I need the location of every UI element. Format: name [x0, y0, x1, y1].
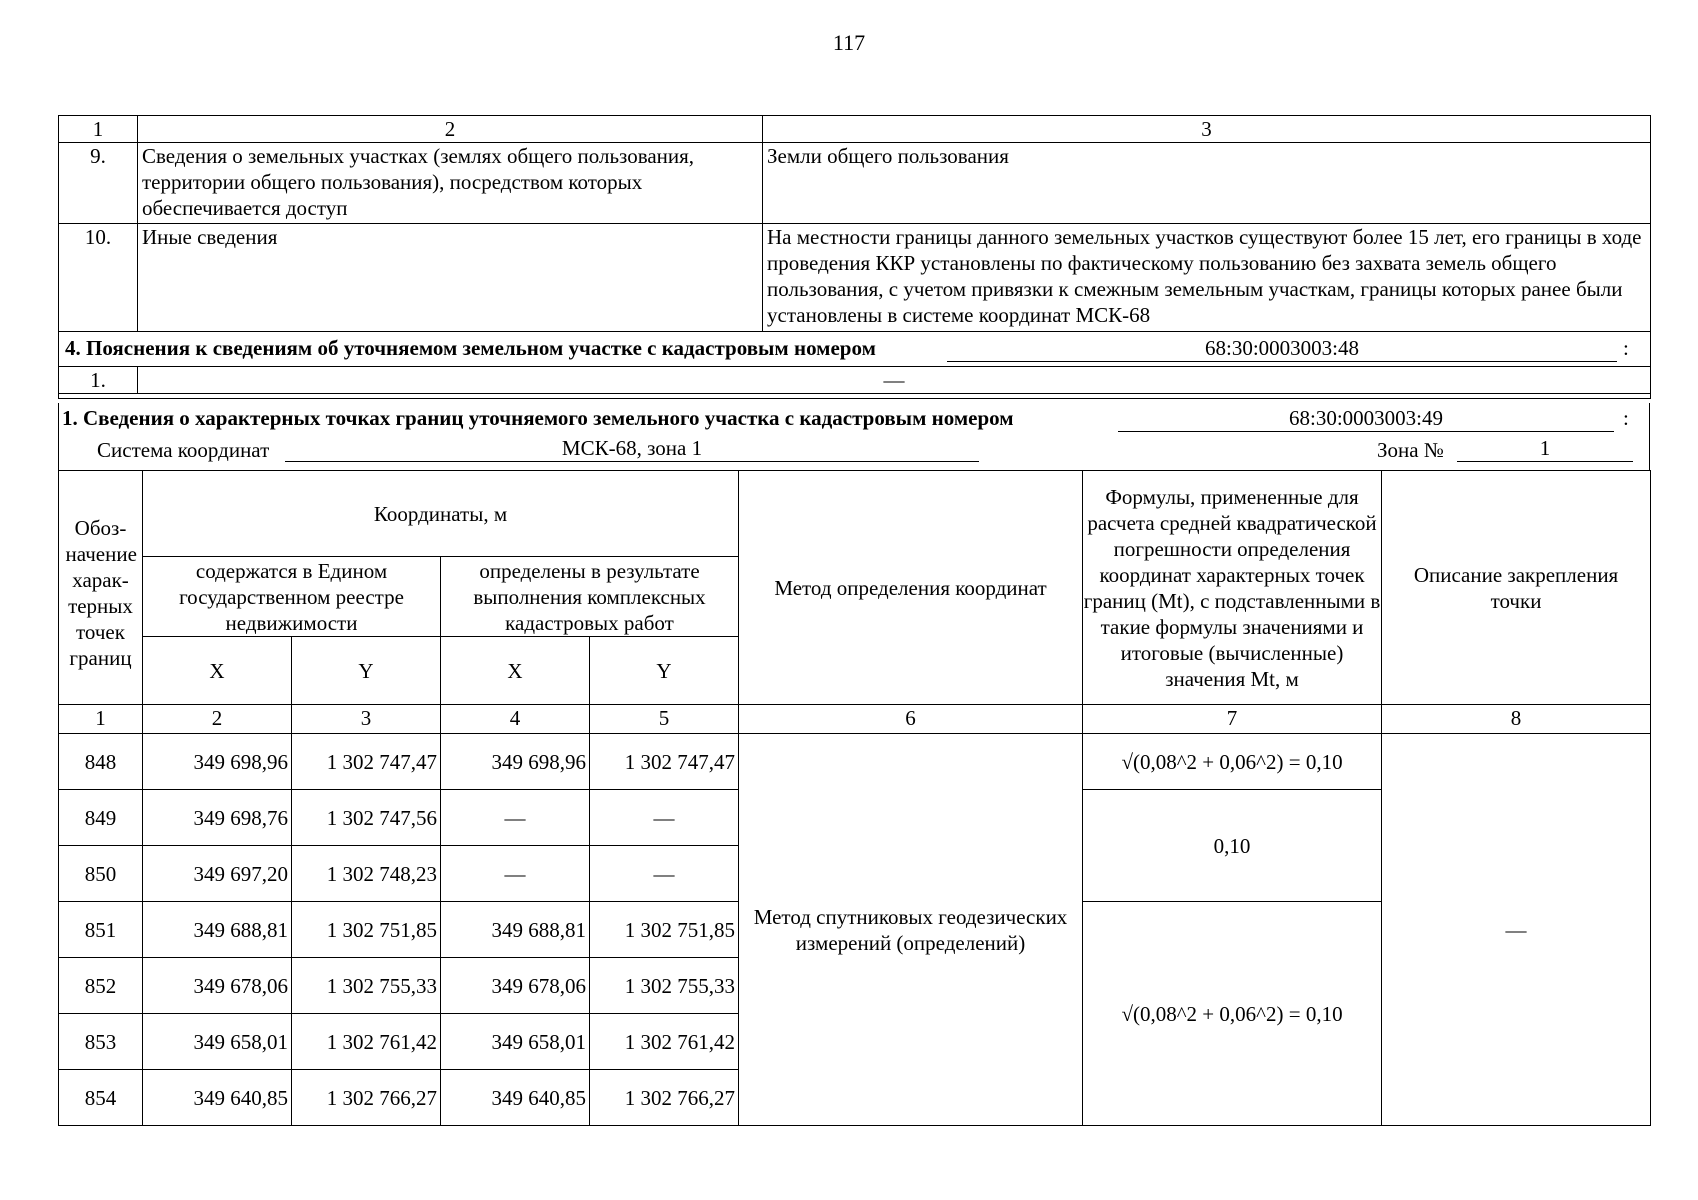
zone-value: 1	[1457, 435, 1633, 462]
section4-cell	[59, 332, 1651, 367]
y-kkr: 1 302 751,85	[590, 902, 739, 958]
row-number: 1.	[59, 367, 138, 394]
y-kkr: 1 302 761,42	[590, 1014, 739, 1070]
y-kkr: 1 302 747,47	[590, 734, 739, 790]
x-egrn: 349 688,81	[143, 902, 292, 958]
coordinates-header: Координаты, м	[143, 471, 739, 557]
coord-system-value: МСК-68, зона 1	[285, 435, 979, 462]
x-egrn: 349 678,06	[143, 958, 292, 1014]
y-kkr: 1 302 766,27	[590, 1070, 739, 1126]
y-egrn: 1 302 751,85	[292, 902, 441, 958]
x-egrn: 349 698,76	[143, 790, 292, 846]
y-egrn: 1 302 747,56	[292, 790, 441, 846]
column-number: 3	[763, 116, 1651, 143]
x-kkr: —	[441, 846, 590, 902]
boundary-points-table	[58, 470, 1651, 1126]
description-header-text: Описание закрепления точки	[1413, 562, 1619, 613]
column-number: 4	[441, 705, 590, 734]
row-number: 9.	[59, 143, 138, 224]
y-egrn: 1 302 747,47	[292, 734, 441, 790]
y-kkr: —	[590, 790, 739, 846]
x-egrn: 349 698,96	[143, 734, 292, 790]
column-number: 2	[143, 705, 292, 734]
kkr-header: определены в результате выполнения комплексных кадастровых работ	[441, 557, 739, 637]
x-kkr: 349 688,81	[441, 902, 590, 958]
x-egrn: 349 640,85	[143, 1070, 292, 1126]
column-number: 1	[59, 116, 138, 143]
section1-colon: :	[1623, 406, 1629, 430]
y-egrn: 1 302 766,27	[292, 1070, 441, 1126]
designation-header-text: Обоз-начение харак-терных точек границ	[65, 515, 137, 670]
x-kkr: 349 678,06	[441, 958, 590, 1014]
x-kkr: 349 640,85	[441, 1070, 590, 1126]
section4-title: 4. Пояснения к сведениям об уточняемом земельном участке с кадастровым номером	[65, 336, 876, 360]
attributes-table	[58, 115, 1651, 399]
description-value: —	[1382, 734, 1651, 1126]
zone-label: Зона №	[1377, 438, 1444, 462]
column-number: 6	[739, 705, 1083, 734]
header-row	[59, 471, 1651, 557]
section4-item-row	[59, 367, 1651, 394]
point-id: 849	[59, 790, 143, 846]
column-number: 3	[292, 705, 441, 734]
section4-row	[59, 332, 1651, 367]
section4-cadastral-number: 68:30:0003003:48	[947, 335, 1617, 362]
x-kkr: —	[441, 790, 590, 846]
x-egrn: 349 658,01	[143, 1014, 292, 1070]
section4-colon: :	[1623, 336, 1629, 360]
section1-title: 1. Сведения о характерных точках границ уточняемого земельного участка с кадастровым номером	[62, 406, 1014, 430]
column-number: 8	[1382, 705, 1651, 734]
column-number: 7	[1083, 705, 1382, 734]
y-kkr: 1 302 755,33	[590, 958, 739, 1014]
designation-header	[59, 471, 143, 705]
point-id: 848	[59, 734, 143, 790]
method-header: Метод определения координат	[739, 471, 1083, 705]
table-row	[59, 734, 1651, 790]
point-id: 854	[59, 1070, 143, 1126]
row-value: Земли общего пользования	[763, 143, 1651, 224]
column-number: 2	[138, 116, 763, 143]
point-id: 853	[59, 1014, 143, 1070]
x-header: X	[441, 637, 590, 705]
formulas-header: Формулы, примененные для расчета средней квадратической погрешности определения координат характерных точек границ (Mt), с подставленными в такие формулы значениями и итоговые (вычисленные) значения Mt, м	[1083, 471, 1382, 705]
point-id: 851	[59, 902, 143, 958]
column-number: 5	[590, 705, 739, 734]
x-egrn: 349 697,20	[143, 846, 292, 902]
column-number: 1	[59, 705, 143, 734]
egrn-header: содержатся в Едином государственном реестре недвижимости	[143, 557, 441, 637]
row-number: 10.	[59, 224, 138, 332]
column-number-row	[59, 116, 1651, 143]
section1-cadastral-number: 68:30:0003003:49	[1118, 405, 1614, 432]
x-kkr: 349 658,01	[441, 1014, 590, 1070]
y-egrn: 1 302 755,33	[292, 958, 441, 1014]
separator-row	[59, 394, 1651, 399]
row-label: Сведения о земельных участках (землях общего пользования, территории общего пользования), посредством которых обеспечивается доступ	[138, 143, 763, 224]
point-id: 852	[59, 958, 143, 1014]
column-number-row	[59, 705, 1651, 734]
separator	[59, 394, 1651, 399]
row-label: Иные сведения	[138, 224, 763, 332]
page-number: 117	[832, 30, 866, 55]
table-row	[59, 224, 1651, 332]
y-header: Y	[590, 637, 739, 705]
formula-value: √(0,08^2 + 0,06^2) = 0,10	[1083, 734, 1382, 790]
formula-value: √(0,08^2 + 0,06^2) = 0,10	[1083, 902, 1382, 1126]
point-id: 850	[59, 846, 143, 902]
table-row	[59, 143, 1651, 224]
formula-value: 0,10	[1083, 790, 1382, 902]
x-header: X	[143, 637, 292, 705]
y-kkr: —	[590, 846, 739, 902]
section1-header	[58, 403, 1650, 470]
y-header: Y	[292, 637, 441, 705]
y-egrn: 1 302 761,42	[292, 1014, 441, 1070]
coord-system-label: Система координат	[97, 438, 270, 462]
x-kkr: 349 698,96	[441, 734, 590, 790]
method-value: Метод спутниковых геодезических измерений (определений)	[739, 734, 1083, 1126]
y-egrn: 1 302 748,23	[292, 846, 441, 902]
row-value: На местности границы данного земельных участков существуют более 15 лет, его границы в ходе проведения ККР установлены по фактическому пользованию без захвата земель общего пользования, с учетом привязки к смежным земельным участкам, границы которых ранее были установлены в системе координат МСК-68	[763, 224, 1651, 332]
description-header	[1382, 471, 1651, 705]
row-value: —	[138, 367, 1651, 394]
